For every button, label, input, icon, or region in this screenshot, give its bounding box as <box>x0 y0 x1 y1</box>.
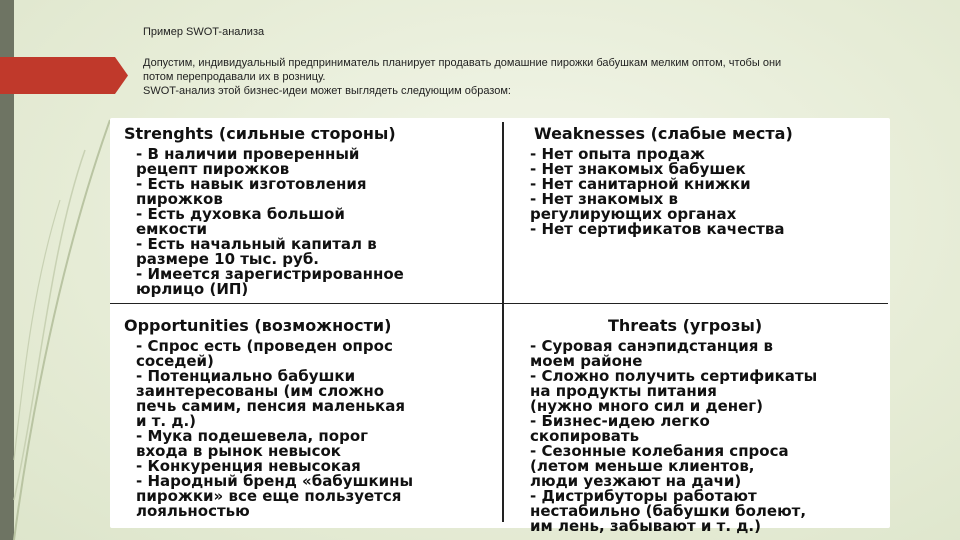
strengths-item: - Есть духовка большой емкости <box>136 205 345 238</box>
weaknesses-quadrant <box>530 124 880 237</box>
threats-item: - Дистрибуторы работают нестабильно (бабушки болеют, им лень, забывают и т. д.) <box>530 487 807 535</box>
threats-item: - Бизнес-идею легко скопировать <box>530 412 710 445</box>
intro-line: потом перепродавали их в розницу. <box>143 71 326 83</box>
opportunities-item: - Потенциально бабушки заинтересованы (им сложно печь самим, пенсия маленькая и т. д.) <box>136 367 405 430</box>
opportunities-item: - Мука подешевела, порог входа в рынок невысок <box>136 427 368 460</box>
vertical-divider <box>502 122 504 522</box>
opportunities-title: Opportunities (возможности) <box>124 316 392 335</box>
slide-title: Пример SWOT-анализа <box>143 26 265 38</box>
weaknesses-item: - Нет санитарной книжки <box>530 175 751 193</box>
strengths-item: - Есть начальный капитал в размере 10 тыс. руб. <box>136 235 377 268</box>
weaknesses-item: - Нет знакомых в регулирующих органах <box>530 190 737 223</box>
opportunities-item: - Конкуренция невысокая <box>136 457 361 475</box>
horizontal-divider <box>110 303 888 304</box>
weaknesses-item: - Нет сертификатов качества <box>530 220 785 238</box>
weaknesses-item: - Нет знакомых бабушек <box>530 160 746 178</box>
threats-title: Threats (угрозы) <box>608 316 763 335</box>
strengths-item: - В наличии проверенный рецепт пирожков <box>136 145 360 178</box>
opportunities-quadrant <box>124 316 494 519</box>
intro-line: Допустим, индивидуальный предприниматель планирует продавать домашние пирожки бабушкам мелким оптом, чтобы они <box>143 57 782 69</box>
opportunities-item: - Народный бренд «бабушкины пирожки» все еще пользуется лояльностью <box>136 472 414 520</box>
threats-quadrant <box>530 316 880 534</box>
threats-item: - Сезонные колебания спроса (летом меньше клиентов, люди уезжают на дачи) <box>530 442 789 490</box>
weaknesses-item: - Нет опыта продаж <box>530 145 705 163</box>
weaknesses-title: Weaknesses (слабые места) <box>534 124 793 143</box>
strengths-item: - Есть навык изготовления пирожков <box>136 175 367 208</box>
accent-arrow <box>0 57 128 94</box>
strengths-title: Strenghts (сильные стороны) <box>124 124 396 143</box>
swot-table <box>110 118 890 535</box>
threats-item: - Сложно получить сертификаты на продукты питания (нужно много сил и денег) <box>530 367 818 415</box>
opportunities-item: - Спрос есть (проведен опрос соседей) <box>136 337 393 370</box>
strengths-item: - Имеется зарегистрированное юрлицо (ИП) <box>136 265 404 298</box>
intro-line: SWOT-анализ этой бизнес-идеи может выглядеть следующим образом: <box>143 85 511 97</box>
strengths-quadrant <box>124 124 494 297</box>
intro-text <box>143 56 923 98</box>
threats-item: - Суровая санэпидстанция в моем районе <box>530 337 774 370</box>
